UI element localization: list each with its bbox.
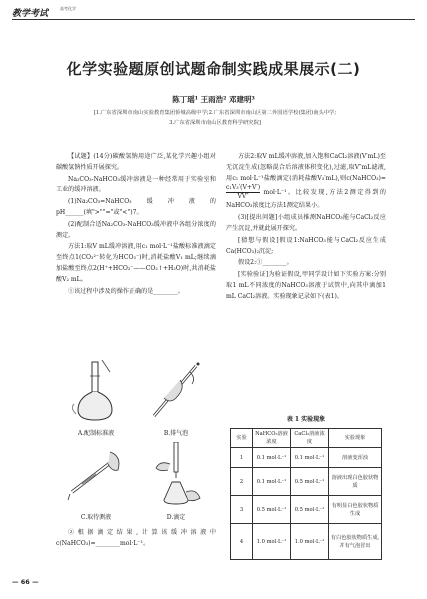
apparatus-figures <box>56 358 216 526</box>
table-cell: 3 <box>231 496 253 524</box>
experiment-verification: [实验验证]为验证假设,甲同学设计如下实验方案:分别取1 mL不同浓度的NaHCO₃溶液于试管中,向其中滴加1 mL CaCl₂溶液。实验现象记录如下(表1)。 <box>226 271 386 300</box>
table-cell: 4 <box>231 524 253 560</box>
results-table <box>230 428 382 560</box>
fraction-denominator: VV″ <box>237 193 249 201</box>
right-column <box>226 152 386 304</box>
table-header-row <box>231 429 382 448</box>
figure-a-caption: A.配制标准液 <box>77 430 115 437</box>
table-cell: 有白色胶状物质生成,并有气泡冒出 <box>329 524 382 560</box>
table-cell: 1.0 mol·L⁻¹ <box>253 524 291 560</box>
pipette-illustration <box>66 442 126 508</box>
header-rule <box>12 19 415 20</box>
volumetric-flask-illustration <box>66 358 126 424</box>
table-cell: 溶液出现白色胶状物质 <box>329 468 382 496</box>
method-2 <box>226 152 386 212</box>
table-cell: 0.1 mol·L⁻¹ <box>253 448 291 468</box>
table-cell: 有明显白色胶状物质生成 <box>329 496 382 524</box>
method-1: 方法1:取V mL缓冲溶液,用c₁ mol·L⁻¹盐酸标准液滴定至终点1(CO₃²⁻转化为HCO₃⁻)时,消耗盐酸V₁ mL;继续滴加盐酸至终点2(H⁺+HCO₃⁻——CO₂↑+H₂O)时,共消耗盐酸V₂ mL。 <box>56 243 216 283</box>
table-cell: 0.5 mol·L⁻¹ <box>291 468 329 496</box>
left-column <box>56 152 216 298</box>
paragraph: Na₂CO₃-NaHCO₃缓冲溶液是一种经常用于实验室和工业的缓冲溶液。 <box>56 175 216 194</box>
figure-c <box>56 442 136 526</box>
table-cell: 0.1 mol·L⁻¹ <box>291 448 329 468</box>
table-cell: 2 <box>231 468 253 496</box>
page-number: — 66 — <box>12 578 39 586</box>
hypothesis-2: 假设2:①________。 <box>238 259 293 267</box>
affiliation-line: 3.广东省深圳市南山区教育科学研究院] <box>169 120 261 126</box>
table-cell: 1.0 mol·L⁻¹ <box>291 524 329 560</box>
subquestion-1: ①该过程中涉及的操作正确的是________。 <box>68 287 184 295</box>
figure-d <box>136 442 216 526</box>
running-header <box>12 6 415 20</box>
titration-illustration <box>146 442 206 508</box>
table-cell: 溶液变浑浊 <box>329 448 382 468</box>
fraction-numerator: c₁V₃′(V+V′) <box>226 184 261 192</box>
burette-bubble-illustration <box>146 358 206 424</box>
table-row <box>231 468 382 496</box>
left-column-bottom <box>56 528 216 551</box>
fraction <box>226 184 260 201</box>
table-title: 表 1 实验现象 <box>286 416 326 423</box>
table-row <box>231 496 382 524</box>
figure-b-caption: B.排气泡 <box>163 430 189 437</box>
table-header: 实验 <box>231 429 253 448</box>
author-list: 陈丁瑶¹ 王雨浩² 邓建明³ <box>172 95 255 104</box>
table-cell: 0.5 mol·L⁻¹ <box>291 496 329 524</box>
formula-unit: mol·L⁻¹。比较发现,方法2测定得到的NaHCO₃浓度比方法1测定结果小。 <box>226 189 386 210</box>
figure-c-caption: C.取待测液 <box>80 514 112 521</box>
table-header: NaHCO₃溶液浓度 <box>253 429 291 448</box>
question-3: (3)[提出问题]小组成员推测NaHCO₃能与CaCl₂反应产生沉淀,并就此展开探究。 <box>226 214 386 232</box>
table-row <box>231 524 382 560</box>
question-1: (1)Na₂CO₃=NaHCO₃缓冲液的pH______(填">""="或"<")7。 <box>56 198 216 216</box>
subquestion-2: ②根据滴定结果,计算该缓冲溶液中c(NaHCO₃)=________mol·L⁻¹。 <box>56 529 216 547</box>
table-header: 实验现象 <box>329 429 382 448</box>
table-header: CaCl₂溶液浓度 <box>291 429 329 448</box>
figure-b <box>136 358 216 442</box>
question-2: (2)配制合适Na₂CO₃-NaHCO₃缓冲液中各组分浓度的测定。 <box>56 220 216 239</box>
figure-a <box>56 358 136 442</box>
figure-d-caption: D.滴定 <box>166 514 186 521</box>
table-cell: 0.5 mol·L⁻¹ <box>253 496 291 524</box>
journal-brand: 教学考试 <box>12 9 49 19</box>
table-cell: 0.1 mol·L⁻¹ <box>253 468 291 496</box>
table-row <box>231 448 382 468</box>
affiliations <box>40 108 390 128</box>
journal-brand-sub: 高考化学 <box>60 6 76 11</box>
method-2-text: 方法2:取V mL缓冲溶液,加入饱和CaCl₂溶液(V′mL)至无沉淀生成(忽略混合后溶液体积变化),过滤,取V″mL滤液,用c₁ mol·L⁻¹盐酸滴定(消耗盐酸V₃′mL),则c(NaHCO₃)= <box>226 153 386 182</box>
affiliation-line: [1.广东省深圳市南山实验教育集团侨城高级中学;2.广东省深圳市南山区第二外国语学校(集团)南头中学; <box>93 110 337 116</box>
question-intro: 【试题】(14分)碳酸氢钠用途广泛,某化学兴趣小组对碳酸氢钠性质开展探究。 <box>56 153 216 171</box>
article-title: 化学实验题原创试题命制实践成果展示(二) <box>66 60 361 78</box>
table-cell: 1 <box>231 448 253 468</box>
hypothesis-1: [猜想与假设]假设1:NaHCO₃能与CaCl₂反应生成Ca(HCO₃)₂沉淀; <box>226 236 386 255</box>
